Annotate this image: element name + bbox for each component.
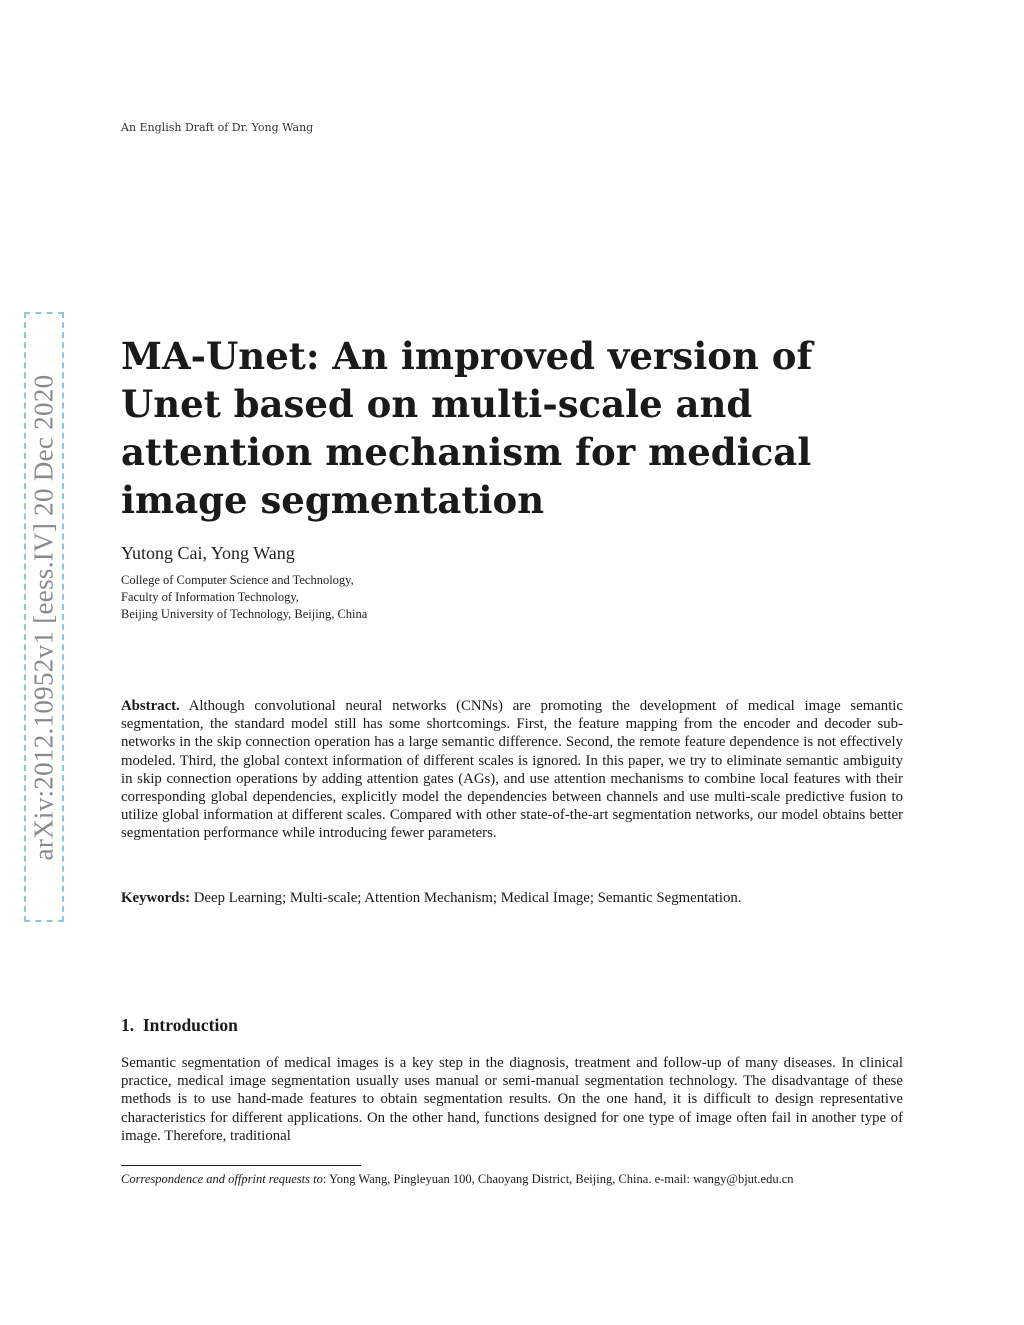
arxiv-stamp: [24, 312, 64, 922]
abstract: [121, 697, 903, 843]
paper-title: MA-Unet: An improved version of Unet based on multi-scale and attention mechanism for medical image segmentation: [121, 334, 813, 522]
running-head: An English Draft of Dr. Yong Wang: [121, 121, 314, 134]
section-heading: [121, 1015, 238, 1036]
section-number: 1.: [121, 1015, 135, 1035]
affiliation-line: Beijing University of Technology, Beijing, China: [121, 607, 368, 621]
footnote-text: : Yong Wang, Pingleyuan 100, Chaoyang District, Beijing, China. e-mail: wangy@bjut.edu.cn: [322, 1172, 794, 1186]
abstract-label: Abstract.: [121, 698, 180, 714]
introduction-paragraph: Semantic segmentation of medical images is a key step in the diagnosis, treatment and follow-up of many diseases. In clinical practice, medical image segmentation usually uses manual or semi-manual segmentation technology. The disadvantage of these methods is to use hand-made features to obtain segmentation results. On the one hand, it is difficult to design representative characteristics for different applications. On the other hand, functions designed for one type of image often fail in another type of image. Therefore, traditional: [121, 1055, 903, 1144]
keywords: [121, 889, 903, 907]
affiliation-block: [121, 572, 367, 623]
author-list: Yutong Cai, Yong Wang: [121, 543, 295, 563]
footnote: [121, 1171, 903, 1187]
affiliation-line: College of Computer Science and Technology,: [121, 573, 354, 587]
keywords-label: Keywords:: [121, 890, 191, 906]
footnote-rule: [121, 1165, 361, 1166]
arxiv-identifier: arXiv:2012.10952v1 [eess.IV] 20 Dec 2020: [28, 374, 59, 860]
section-title: Introduction: [142, 1015, 238, 1035]
footnote-label: Correspondence and offprint requests to: [121, 1172, 323, 1186]
affiliation-line: Faculty of Information Technology,: [121, 590, 299, 604]
abstract-text: Although convolutional neural networks (CNNs) are promoting the development of medical image semantic segmentation, the standard model still has some shortcomings. First, the feature mapping from the encoder and decoder sub-networks in the skip connection operation has a large semantic difference. Second, the remote feature dependence is not effectively modeled. Third, the global context information of different scales is ignored. In this paper, we try to eliminate semantic ambiguity in skip connection operations by adding attention gates (AGs), and use attention mechanisms to combine local features with their corresponding global dependencies, explicitly model the dependencies between channels and use multi-scale predictive fusion to utilize global information at different scales. Compared with other state-of-the-art segmentation networks, our model obtains better segmentation performance while introducing fewer parameters.: [121, 698, 903, 842]
keywords-text: Deep Learning; Multi-scale; Attention Mechanism; Medical Image; Semantic Segmentation.: [193, 890, 742, 906]
